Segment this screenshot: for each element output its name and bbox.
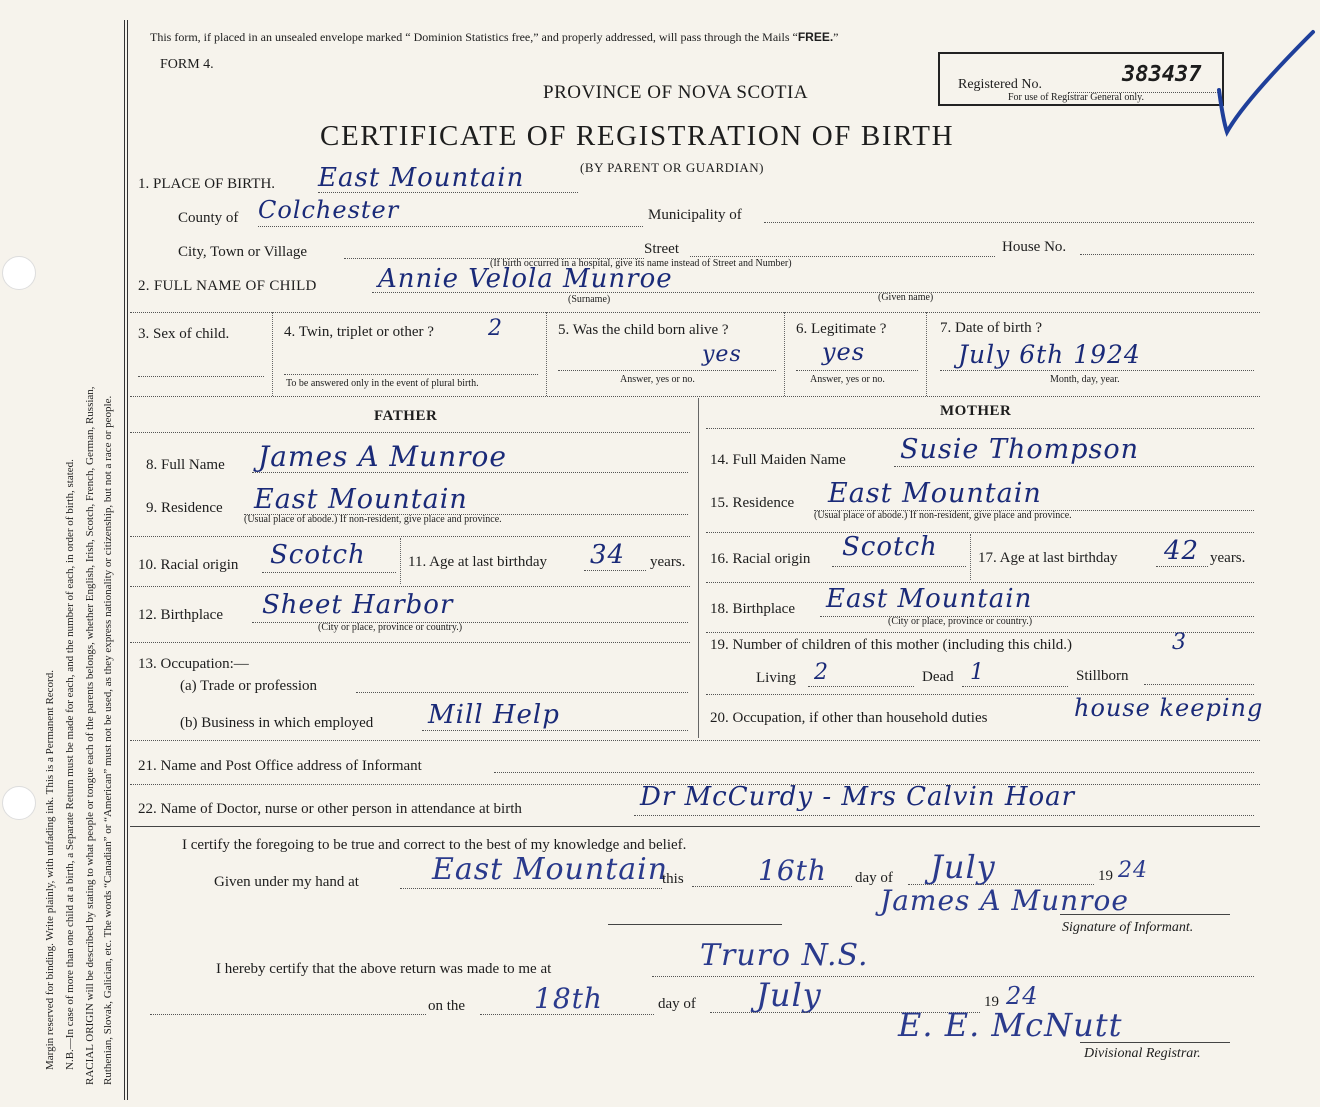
father-name-label: 8. Full Name — [146, 457, 225, 473]
sex-dots — [138, 376, 264, 377]
mother-birthplace-note: (City or place, province or country.) — [888, 616, 1033, 627]
certificate-title: CERTIFICATE OF REGISTRATION OF BIRTH — [320, 120, 955, 152]
registrar-day-dots — [480, 1014, 654, 1015]
stillborn-label: Stillborn — [1076, 668, 1129, 684]
margin-note-1: Margin reserved for binding. Write plainly, with unfading ink. This is a Permanent Record. — [44, 670, 56, 1070]
mother-racial-origin-label: 16. Racial origin — [710, 551, 811, 567]
registrar-on-label: on the — [428, 998, 466, 1014]
registered-box — [938, 52, 1224, 106]
legitimate-note: Answer, yes or no. — [810, 374, 885, 385]
mother-age-value: 42 — [1164, 536, 1200, 566]
informant-signature-line — [1060, 914, 1230, 915]
house-no-dots — [1080, 254, 1254, 255]
father-heading: FATHER — [374, 408, 438, 424]
legitimate-label: 6. Legitimate ? — [796, 321, 887, 337]
mother-racial-origin-value: Scotch — [842, 532, 938, 562]
separator-rule — [608, 924, 782, 925]
registered-label: Registered No. — [958, 77, 1042, 92]
mother-birthplace-value: East Mountain — [826, 584, 1033, 614]
registered-number: 383437 — [1122, 62, 1202, 87]
father-birthplace-top-rule — [130, 586, 690, 587]
certify-this-label: this — [662, 871, 684, 887]
mother-residence-note: (Usual place of abode.) If non-resident, give place and province. — [814, 510, 1072, 521]
father-racial-origin-value: Scotch — [270, 540, 366, 570]
father-race-divider — [400, 538, 401, 584]
certify-day-label: day of — [855, 870, 893, 886]
given-name-note: (Given name) — [878, 292, 934, 303]
date-of-birth-note: Month, day, year. — [1050, 374, 1120, 385]
born-alive-dots — [558, 370, 776, 371]
given-place-value: East Mountain — [432, 852, 669, 887]
registrar-day-value: 18th — [534, 982, 603, 1015]
living-dots — [808, 686, 914, 687]
born-alive-value: yes — [702, 342, 742, 367]
certify-year-prefix: 19 — [1098, 868, 1113, 884]
mother-children-label: 19. Number of children of this mother (including this child.) — [710, 637, 1073, 653]
mother-occupation-label: 20. Occupation, if other than household duties — [710, 710, 988, 726]
father-residence-note: (Usual place of abode.) If non-resident, give place and province. — [244, 514, 502, 525]
father-trade-dots — [356, 692, 688, 693]
father-occupation-label: 13. Occupation:— — [138, 656, 249, 672]
registrar-place-value: Truro N.S. — [700, 938, 869, 973]
father-occupation-top-rule — [130, 642, 690, 643]
child-name-dots — [372, 292, 1254, 293]
father-business-label: (b) Business in which employed — [180, 715, 374, 731]
child-name-label: 2. FULL NAME OF CHILD — [138, 278, 317, 294]
legitimate-value: yes — [822, 338, 866, 366]
dead-label: Dead — [922, 669, 954, 685]
parents-column-divider — [698, 398, 699, 738]
certificate-subtitle: (BY PARENT OR GUARDIAN) — [580, 160, 765, 175]
informant-label: 21. Name and Post Office address of Informant — [138, 758, 422, 774]
punch-hole-bottom — [2, 786, 36, 820]
surname-note: (Surname) — [568, 294, 611, 305]
certify-top-rule — [130, 826, 1260, 827]
margin-note-4: Ruthenian, Slovak, Galician, etc. The words “Canadian” or “American” must not be used, as they express nationality or citizenship, but not a race or people. — [102, 395, 114, 1085]
father-business-dots — [422, 730, 688, 731]
mother-heading-rule — [706, 428, 1254, 429]
father-age-value: 34 — [590, 540, 626, 570]
county-dots — [258, 226, 643, 227]
check-mark-icon — [1205, 20, 1317, 140]
father-residence-value: East Mountain — [254, 484, 468, 515]
margin-note-3: RACIAL ORIGIN will be described by stating to what people or tongue each of the parents belongs, whether English, Irish, Scotch, French, German, Russian, — [84, 386, 96, 1085]
father-birthplace-label: 12. Birthplace — [138, 607, 223, 623]
mother-name-value: Susie Thompson — [900, 434, 1139, 465]
father-racial-dots — [262, 572, 396, 573]
street-label: Street — [644, 241, 679, 257]
born-alive-note: Answer, yes or no. — [620, 374, 695, 385]
mother-birthplace-label: 18. Birthplace — [710, 601, 795, 617]
certify-day-dots — [692, 886, 852, 887]
stillborn-dots — [1144, 684, 1254, 685]
father-age-label: 11. Age at last birthday — [408, 554, 547, 570]
living-label: Living — [756, 670, 796, 686]
child-name-value: Annie Velola Munroe — [378, 264, 673, 294]
registrar-signature: E. E. McNutt — [898, 1006, 1123, 1044]
mother-age-label: 17. Age at last birthday — [978, 550, 1118, 566]
registrar-blank-dots — [150, 1014, 426, 1015]
registrar-line: I hereby certify that the above return was made to me at — [216, 961, 552, 977]
certify-month-value: July — [930, 848, 996, 886]
province-title: PROVINCE OF NOVA SCOTIA — [543, 82, 809, 103]
date-of-birth-label: 7. Date of birth ? — [940, 320, 1043, 336]
dead-value: 1 — [970, 660, 985, 685]
mother-race-top-rule — [706, 532, 1254, 533]
mother-children-value: 3 — [1172, 630, 1187, 655]
row3-divider-4 — [926, 312, 927, 396]
form-number: FORM 4. — [160, 57, 214, 72]
father-heading-rule — [130, 432, 690, 433]
doctor-value: Dr McCurdy - Mrs Calvin Hoar — [640, 782, 1076, 812]
house-no-label: House No. — [1002, 239, 1067, 255]
legitimate-dots — [796, 370, 918, 371]
municipality-dots — [764, 222, 1254, 223]
row3-bottom-rule — [130, 396, 1260, 397]
father-age-dots — [584, 570, 646, 571]
mother-occupation-value: house keeping — [1074, 694, 1264, 722]
informant-signature-label: Signature of Informant. — [1062, 920, 1194, 935]
registrar-month-value: July — [756, 976, 822, 1014]
registrar-signature-line — [1080, 1042, 1230, 1043]
registrar-day-label: day of — [658, 996, 696, 1012]
born-alive-label: 5. Was the child born alive ? — [558, 322, 729, 338]
informant-dots — [494, 772, 1254, 773]
registrar-signature-label: Divisional Registrar. — [1084, 1046, 1201, 1061]
mother-name-dots — [894, 466, 1254, 467]
registrar-year-prefix: 19 — [984, 994, 999, 1010]
father-business-value: Mill Help — [428, 700, 560, 730]
certify-year-value: 24 — [1118, 858, 1148, 883]
certify-day-value: 16th — [758, 854, 827, 887]
row3-divider-1 — [272, 312, 273, 396]
punch-hole-top — [2, 256, 36, 290]
informant-signature: James A Munroe — [880, 884, 1129, 917]
father-name-value: James A Munroe — [258, 440, 507, 473]
father-racial-origin-label: 10. Racial origin — [138, 557, 239, 573]
father-race-top-rule — [130, 536, 690, 537]
mother-heading: MOTHER — [940, 403, 1012, 419]
twin-dots — [284, 374, 538, 375]
margin-note-2: N.B.—In case of more than one child at a birth, a Separate Return must be made for each, and the number of each, in order of birth, stated. — [64, 459, 76, 1070]
row3-top-rule — [130, 312, 1260, 313]
given-place-dots — [400, 888, 662, 889]
municipality-label: Municipality of — [648, 207, 742, 223]
doctor-label: 22. Name of Doctor, nurse or other person in attendance at birth — [138, 801, 522, 817]
mother-residence-value: East Mountain — [828, 478, 1042, 509]
father-residence-label: 9. Residence — [146, 500, 223, 516]
twin-label: 4. Twin, triplet or other ? — [284, 324, 434, 340]
registrar-place-dots — [652, 976, 1254, 977]
place-of-birth-dots — [318, 192, 578, 193]
sex-label: 3. Sex of child. — [138, 326, 230, 342]
mother-name-label: 14. Full Maiden Name — [710, 452, 846, 468]
twin-note: To be answered only in the event of plural birth. — [286, 378, 479, 389]
place-of-birth-label: 1. PLACE OF BIRTH. — [138, 176, 276, 192]
margin-border-inner — [127, 20, 128, 1100]
mother-residence-label: 15. Residence — [710, 495, 795, 511]
row3-divider-2 — [546, 312, 547, 396]
city-label: City, Town or Village — [178, 244, 308, 260]
mother-birthplace-dots — [820, 616, 1254, 617]
registrar-note: For use of Registrar General only. — [1008, 92, 1144, 103]
father-age-years: years. — [650, 554, 686, 570]
father-birthplace-note: (City or place, province or country.) — [318, 622, 463, 633]
certify-line: I certify the foregoing to be true and correct to the best of my knowledge and belief. — [182, 837, 687, 853]
informant-top-rule — [130, 740, 1260, 741]
dead-dots — [962, 686, 1068, 687]
father-name-dots — [252, 472, 688, 473]
date-of-birth-dots — [940, 370, 1254, 371]
place-of-birth-value: East Mountain — [318, 163, 525, 193]
twin-value: 2 — [488, 316, 503, 341]
mother-race-divider — [970, 534, 971, 580]
mail-notice: This form, if placed in an unsealed envelope marked “ Dominion Statistics free,” and properly addressed, will pass through the Mails “FREE.” — [150, 30, 839, 44]
living-value: 2 — [814, 660, 829, 685]
county-label: County of — [178, 210, 239, 226]
father-birthplace-value: Sheet Harbor — [262, 590, 454, 620]
father-trade-label: (a) Trade or profession — [180, 678, 318, 694]
margin-border — [124, 20, 125, 1100]
mother-age-years: years. — [1210, 550, 1246, 566]
date-of-birth-value: July 6th 1924 — [958, 340, 1141, 369]
hospital-note: (If birth occurred in a hospital, give its name instead of Street and Number) — [490, 258, 792, 269]
street-dots — [690, 256, 995, 257]
row3-divider-3 — [784, 312, 785, 396]
registrar-year-value: 24 — [1006, 982, 1039, 1010]
mother-age-dots — [1156, 566, 1208, 567]
county-value: Colchester — [258, 196, 400, 224]
mother-birthplace-top-rule — [706, 582, 1254, 583]
given-label: Given under my hand at — [214, 874, 359, 890]
doctor-dots — [634, 815, 1254, 816]
mother-racial-dots — [832, 566, 966, 567]
